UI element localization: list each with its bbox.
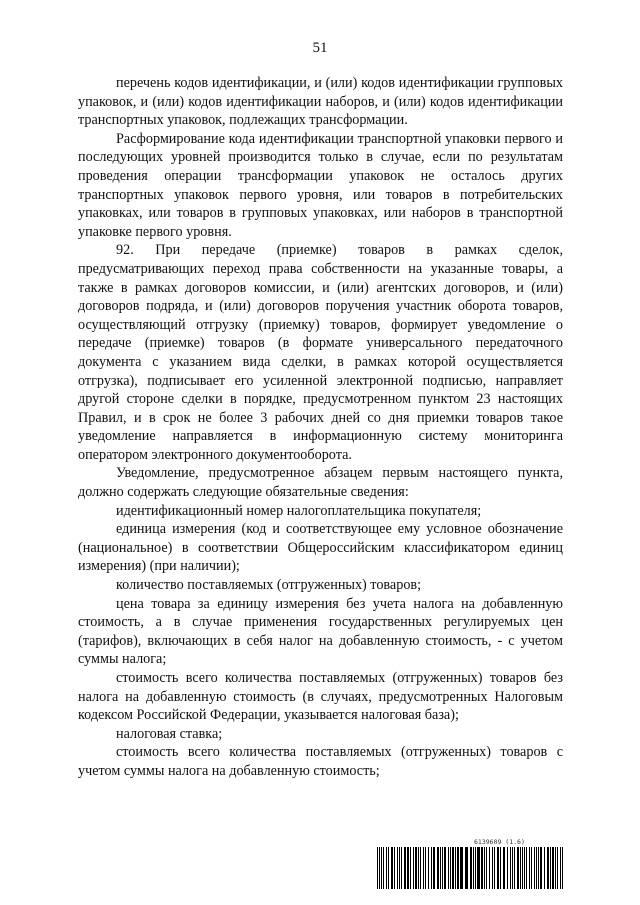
paragraph: стоимость всего количества поставляемых (отгруженных) товаров без налога на добавленную стоимость (в случаях, предусмотренных Налоговым кодексом Российской Федерации, указывается налоговая база); — [78, 670, 563, 724]
paragraph: единица измерения (код и соответствующее ему условное обозначение (национальное) в соответствии Общероссийским классификатором единиц измерения) (при наличии); — [78, 521, 563, 575]
paragraph: цена товара за единицу измерения без учета налога на добавленную стоимость, а в случае применения государственных регулируемых цен (тарифов), включающих в себя налог на добавленную стоимость, - с учетом суммы налога; — [78, 595, 563, 668]
paragraph: стоимость всего количества поставляемых (отгруженных) товаров с учетом суммы налога на добавленную стоимость; — [78, 744, 563, 779]
barcode-block — [376, 838, 566, 889]
paragraph: Расформирование кода идентификации транспортной упаковки первого и последующих уровней производится только в случае, если по результатам проведения операции трансформации упаковок не осталось других транспортных упаковок первого уровня, или товаров в потребительских упаковках, или товаров в групповых упаковках, или наборов в транспортной упаковке первого уровня. — [78, 130, 563, 240]
page-number: 51 — [312, 40, 328, 56]
paragraph: перечень кодов идентификации, и (или) кодов идентификации групповых упаковок, и (или) кодов идентификации наборов, и (или) кодов идентификации транспортных упаковок, подлежащих трансформации. — [78, 75, 563, 129]
barcode-icon — [376, 847, 566, 889]
paragraph: Уведомление, предусмотренное абзацем первым настоящего пункта, должно содержать следующие обязательные сведения: — [78, 465, 563, 501]
paragraph: идентификационный номер налогоплательщика покупателя; — [116, 502, 482, 519]
paragraph: налоговая ставка; — [116, 725, 223, 742]
paragraph: 92. При передаче (приемке) товаров в рамках сделок, предусматривающих переход права собственности на указанные товары, а также в рамках договоров комиссии, и (или) агентских договоров, и (или) договоров подряда, и (или) договоров поручения участник оборота товаров, осуществляющий отгрузку (приемку) товаров, формирует уведомление о передаче (приемке) товаров (в формате универсального передаточного документа с указанием вида сделки, в рамках которой осуществляется отгрузка), подписывает его усиленной электронной подписью, направляет другой стороне сделки в порядке, предусмотренном пунктом 23 настоящих Правил, и в срок не более 3 рабочих дней со дня приемки товаров такое уведомление направляется в информационную систему мониторинга оператором электронного документооборота. — [78, 242, 563, 463]
paragraph: количество поставляемых (отгруженных) товаров; — [116, 577, 422, 594]
barcode-code: 6139609 (1.6) — [474, 838, 525, 846]
document-body — [78, 74, 563, 781]
